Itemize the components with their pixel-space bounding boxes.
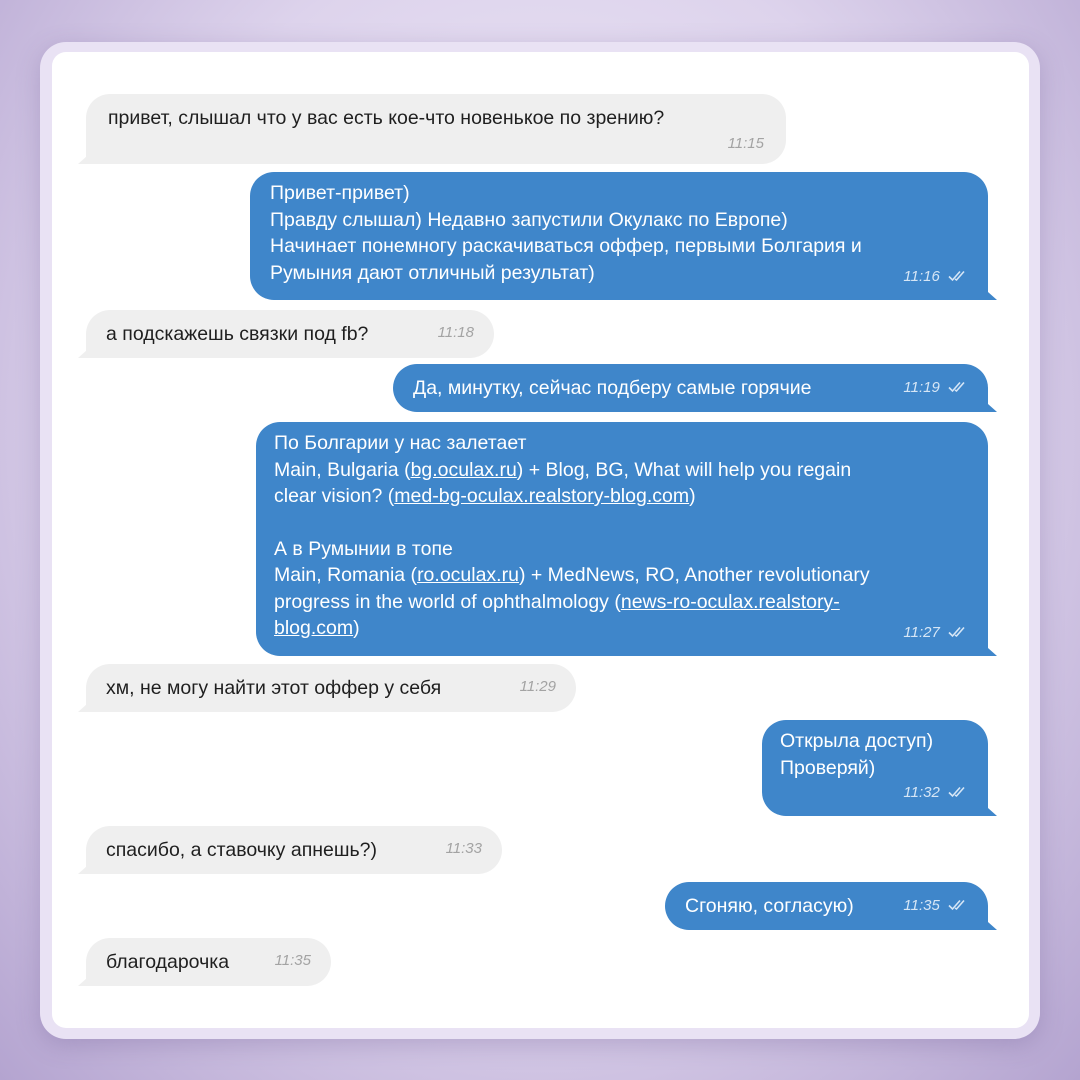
paragraph-gap <box>274 510 970 536</box>
message-text: Румыния дают отличный результат) <box>270 261 595 284</box>
message-time <box>903 620 968 647</box>
message-text: а подскажешь связки под fb? <box>106 323 369 345</box>
message-text: По Болгарии у нас залетает <box>274 432 527 454</box>
message-outgoing[interactable] <box>665 882 988 930</box>
message-incoming[interactable] <box>86 938 331 986</box>
message-text: Сгоняю, согласую) <box>685 895 854 917</box>
message-outgoing[interactable] <box>256 422 988 656</box>
double-check-icon <box>948 270 968 282</box>
message-text: Привет-привет) <box>270 182 410 204</box>
message-text: Открыла доступ) <box>780 730 934 752</box>
message-text: Main, Romania (ro.oculax.ru) + MedNews, RO, Another revolutionary <box>274 564 870 586</box>
message-text: привет, слышал что у вас есть кое-что новенькое по зрению? <box>108 107 665 129</box>
message-outgoing[interactable] <box>250 172 988 300</box>
message-time-text: 11:19 <box>903 378 940 396</box>
link-bg-oculax[interactable]: bg.oculax.ru <box>410 458 517 481</box>
message-time: 11:33 <box>445 839 482 857</box>
message-time: 11:18 <box>437 323 474 341</box>
double-check-icon <box>948 381 968 393</box>
message-time-text: 11:35 <box>903 896 940 914</box>
message-text: хм, не могу найти этот оффер у себя <box>106 677 442 699</box>
message-text: А в Румынии в топе <box>274 537 453 560</box>
link-news-ro-oculax[interactable]: news-ro-oculax.realstory- <box>620 590 840 613</box>
message-incoming[interactable] <box>86 94 786 164</box>
message-incoming[interactable] <box>86 664 576 712</box>
message-outgoing[interactable] <box>762 720 988 816</box>
message-text: Начинает понемногу раскачиваться оффер, первыми Болгария и <box>270 235 862 257</box>
message-time: 11:15 <box>727 134 764 152</box>
message-time <box>903 780 968 807</box>
message-time-text: 11:16 <box>903 267 940 285</box>
link-med-bg-oculax[interactable]: med-bg-oculax.realstory-blog.com <box>394 485 690 507</box>
message-incoming[interactable] <box>86 310 494 358</box>
message-text: blog.com) <box>274 617 360 639</box>
message-time-text: 11:32 <box>903 783 940 801</box>
message-text: Правду слышал) Недавно запустили Окулакс по Европе) <box>270 208 788 231</box>
message-time <box>903 375 968 402</box>
message-time <box>903 893 968 920</box>
chat-window <box>52 52 1029 1028</box>
message-text: Проверяй) <box>780 756 876 779</box>
message-time: 11:29 <box>519 677 556 695</box>
link-news-ro-oculax-cont[interactable]: blog.com <box>274 617 354 639</box>
message-time: 11:35 <box>274 951 311 969</box>
message-incoming[interactable] <box>86 826 502 874</box>
message-time-text: 11:27 <box>903 623 940 641</box>
double-check-icon <box>948 899 968 911</box>
message-text: благодарочка <box>106 951 230 973</box>
message-text: спасибо, а ставочку апнешь?) <box>106 839 378 861</box>
message-text: Main, Bulgaria (bg.oculax.ru) + Blog, BG, What will help you regain <box>274 458 852 481</box>
message-text: clear vision? (med-bg-oculax.realstory-blog.com) <box>274 485 696 507</box>
message-outgoing[interactable] <box>393 364 988 412</box>
message-text: progress in the world of ophthalmology (news-ro-oculax.realstory- <box>274 590 840 613</box>
message-time <box>903 264 968 291</box>
link-ro-oculax[interactable]: ro.oculax.ru <box>417 564 519 586</box>
double-check-icon <box>948 786 968 798</box>
double-check-icon <box>948 626 968 638</box>
message-text: Да, минутку, сейчас подберу самые горячие <box>413 377 812 399</box>
